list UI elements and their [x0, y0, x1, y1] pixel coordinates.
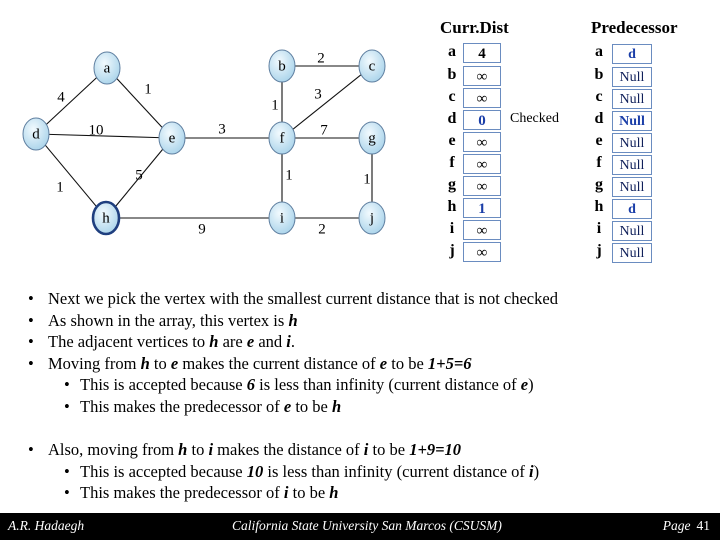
predecessor-cell-f: Null [612, 155, 652, 175]
emphasis-text: 1+5=6 [427, 353, 472, 373]
bullet-text: to be [288, 483, 330, 502]
emphasis-text: e [246, 332, 255, 351]
curr-dist-vertex-c: c [448, 88, 456, 105]
bullet-text: As shown in the array, this vertex is [48, 310, 289, 330]
edge-weight-f-i: 1 [285, 167, 293, 184]
bullet-text: are [218, 332, 247, 351]
emphasis-text: i [363, 440, 369, 459]
emphasis-text: h [288, 310, 298, 330]
curr-dist-vertex-a: a [448, 43, 456, 60]
emphasis-text: i [529, 461, 534, 481]
curr-dist-cell-g: ∞ [463, 176, 501, 196]
node-label: h [102, 210, 110, 227]
emphasis-text: 6 [246, 375, 256, 394]
bullet-text: This is accepted because [80, 461, 247, 481]
bullet-text: . [290, 332, 295, 351]
curr-dist-cell-f: ∞ [463, 154, 501, 174]
bullet-text: This makes the predecessor of [80, 396, 284, 416]
emphasis-text: 1+9=10 [409, 440, 461, 459]
curr-dist-vertex-h: h [447, 198, 457, 215]
curr-dist-cell-h: 1 [463, 198, 501, 218]
bullet-item [28, 331, 718, 353]
predecessor-vertex-d: d [594, 110, 604, 127]
predecessor-vertex-j: j [596, 242, 602, 259]
bullet-text: to be [387, 353, 428, 373]
edge-weight-e-h: 5 [135, 167, 143, 184]
emphasis-text: h [140, 353, 150, 373]
bullet-text: to [187, 440, 209, 459]
emphasis-text: e [283, 396, 292, 416]
emphasis-text: 10 [246, 461, 264, 481]
predecessor-vertex-c: c [595, 88, 603, 105]
predecessor-title: Predecessor [591, 18, 678, 37]
node-label: c [368, 58, 376, 75]
bullet-text: Also, moving from [48, 440, 179, 459]
graph-node-j [359, 202, 385, 234]
graph-node-d [23, 118, 49, 150]
graph-node-e [159, 122, 185, 154]
edge-weight-g-j: 1 [363, 171, 371, 188]
edge-weight-e-f: 3 [218, 121, 226, 138]
graph-node-g [359, 122, 385, 154]
sub-bullet-item [28, 461, 718, 483]
emphasis-text: i [283, 483, 289, 502]
footer-school: California State University San Marcos (CSUSM) [232, 518, 502, 533]
predecessor-cell-a: d [612, 44, 652, 64]
edge-weight-a-e: 1 [144, 81, 152, 98]
curr-dist-vertex-j: j [449, 242, 455, 259]
predecessor-vertex-g: g [595, 176, 603, 193]
predecessor-cell-h: d [612, 199, 652, 219]
bullet-list [28, 288, 718, 504]
curr-dist-vertex-e: e [448, 132, 456, 149]
edge-weight-f-g: 7 [320, 122, 328, 139]
bullet-text: This is accepted because [80, 375, 247, 394]
edge-weight-d-e: 10 [88, 122, 104, 139]
graph-node-h [93, 202, 119, 234]
curr-dist-vertex-b: b [447, 66, 457, 83]
emphasis-text: h [178, 440, 188, 459]
sub-bullet-item [28, 374, 718, 396]
edge-weight-i-j: 2 [318, 221, 326, 238]
curr-dist-cell-c: ∞ [463, 88, 501, 108]
footer-page-number: 41 [696, 518, 710, 533]
edge-weight-d-a: 4 [57, 89, 65, 106]
footer-page-label: Page [662, 518, 691, 533]
node-label: i [279, 210, 285, 227]
bullet-item [28, 353, 718, 375]
node-label: j [369, 210, 375, 227]
bullet-text: Moving from [48, 353, 141, 373]
footer-bar [0, 513, 720, 540]
edge-d-h [45, 145, 96, 207]
emphasis-text: e [520, 375, 529, 394]
edge-weight-b-f: 1 [271, 97, 279, 114]
predecessor-vertex-e: e [595, 132, 603, 149]
node-label: d [32, 126, 40, 143]
edge-a-e [117, 79, 162, 128]
predecessor-cell-d: Null [612, 111, 652, 131]
bullet-text: is less than infinity (current distance of [255, 375, 521, 394]
emphasis-text: h [329, 483, 339, 502]
graph-diagram [0, 0, 430, 260]
predecessor-cell-i: Null [612, 221, 652, 241]
bullet-text: and [254, 332, 287, 351]
bullet-item [28, 439, 718, 461]
curr-dist-cell-d: 0 [463, 110, 501, 130]
node-label: a [103, 60, 111, 77]
graph-node-a [94, 52, 120, 84]
bullet-spacer [28, 417, 718, 439]
emphasis-text: i [208, 440, 214, 459]
node-label: e [168, 130, 176, 147]
curr-dist-cell-e: ∞ [463, 132, 501, 152]
curr-dist-cell-a: 4 [463, 43, 501, 63]
predecessor-cell-e: Null [612, 133, 652, 153]
bullet-text: This makes the predecessor of [80, 483, 284, 502]
predecessor-cell-j: Null [612, 243, 652, 263]
bullet-item [28, 310, 718, 332]
edge-c-f [293, 75, 361, 130]
graph-node-c [359, 50, 385, 82]
predecessor-vertex-a: a [595, 43, 603, 60]
node-label: g [368, 130, 376, 147]
edge-d-a [46, 78, 96, 125]
graph-node-b [269, 50, 295, 82]
predecessor-vertex-b: b [594, 66, 604, 83]
curr-dist-cell-i: ∞ [463, 220, 501, 240]
bullet-text: Next we pick the vertex with the smallest current distance that is not checked [48, 289, 558, 308]
graph-node-i [269, 202, 295, 234]
curr-dist-vertex-d: d [447, 110, 457, 127]
emphasis-text: e [170, 353, 179, 373]
sub-bullet-item [28, 396, 718, 418]
predecessor-cell-b: Null [612, 67, 652, 87]
sub-bullet-item [28, 482, 718, 504]
bullet-item [28, 288, 718, 310]
curr-dist-title: Curr.Dist [440, 18, 509, 37]
curr-dist-cell-b: ∞ [463, 66, 501, 86]
node-label: f [279, 130, 285, 147]
node-label: b [278, 58, 286, 75]
bullet-text: to be [368, 440, 410, 459]
edge-d-e [49, 134, 159, 137]
bullet-text: makes the current distance of [178, 353, 380, 373]
edge-weight-c-f: 3 [314, 86, 322, 103]
emphasis-text: i [286, 332, 291, 351]
bullet-text: to be [291, 396, 333, 416]
curr-dist-cell-j: ∞ [463, 242, 501, 262]
bullet-text: The adjacent vertices to [48, 332, 210, 351]
predecessor-vertex-i: i [596, 220, 602, 237]
emphasis-text: h [209, 332, 219, 351]
bullet-text: ) [533, 461, 540, 481]
checked-label: Checked [510, 111, 559, 126]
predecessor-cell-g: Null [612, 177, 652, 197]
bullet-text: makes the distance of [213, 440, 364, 459]
emphasis-text: e [379, 353, 388, 373]
curr-dist-vertex-g: g [448, 176, 456, 193]
curr-dist-vertex-i: i [449, 220, 455, 237]
curr-dist-vertex-f: f [449, 154, 455, 171]
predecessor-vertex-f: f [596, 154, 602, 171]
footer-author: A.R. Hadaegh [8, 518, 85, 533]
predecessor-cell-c: Null [612, 89, 652, 109]
footer-page [663, 518, 710, 534]
graph-node-f [269, 122, 295, 154]
predecessor-vertex-h: h [594, 198, 604, 215]
edge-weight-b-c: 2 [317, 50, 325, 67]
edge-weight-h-i: 9 [198, 221, 206, 238]
edge-weight-d-h: 1 [56, 179, 64, 196]
bullet-text: is less than infinity (current distance of [263, 461, 530, 481]
bullet-text: to [149, 353, 171, 373]
emphasis-text: h [332, 396, 342, 416]
bullet-text: ) [528, 375, 534, 394]
